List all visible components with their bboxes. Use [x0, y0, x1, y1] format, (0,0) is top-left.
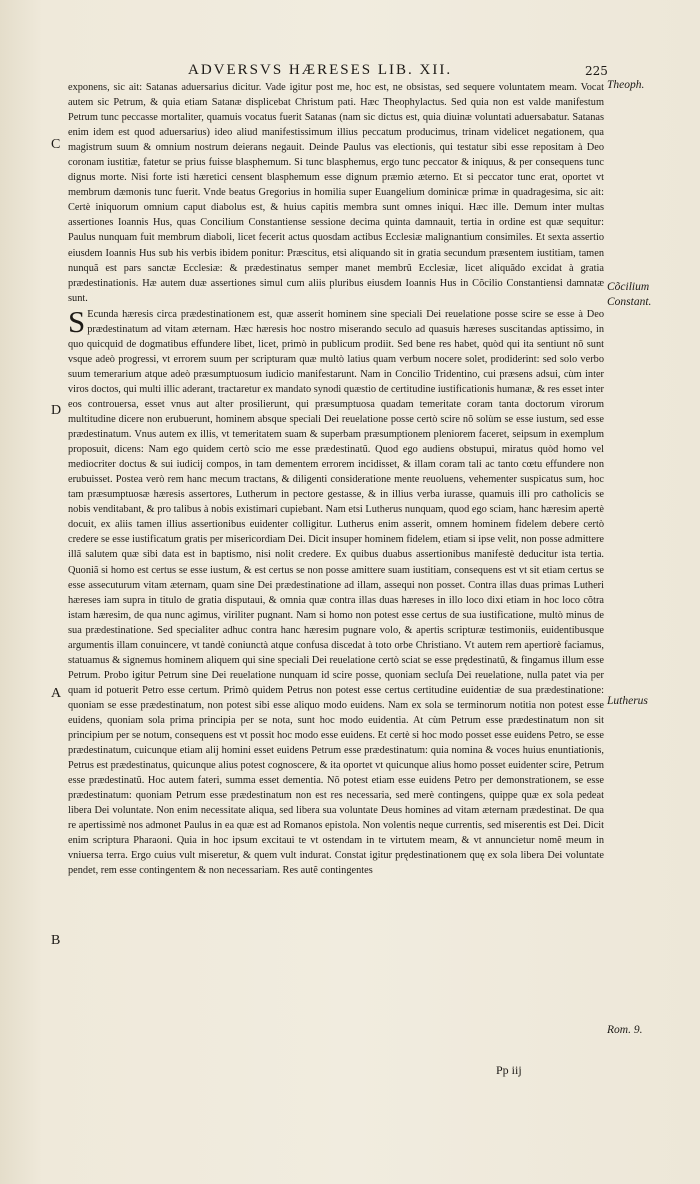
main-text [68, 80, 604, 878]
running-head: ADVERSVS HÆRESES LIB. XII. [188, 62, 453, 78]
section-letter-c: C [51, 137, 61, 152]
margin-note-concilium: Cõcilium Constant. [607, 281, 652, 308]
paragraph-1: exponens, sic ait: Satanas aduersarius dicitur. Vade igitur post me, hoc est, ne obsistas, sed sequere voluntatem meam. Vocat autem sic Petrum, & quia etiam Satanæ displicebat Christum pati. Hæc Theophylactus. Sed quia non est valde manifestum Petrum tunc peccasse mortaliter, quamuis vocatus fuerit Satanas (nam sic dictus est, quia diuinæ voluntati aduersabatur. Satanas enim idem est quod aduersarius) ideo aliud manifestissimum illius peccatum producimus, trinam videlicet negationem, qua magistrum suum & omnium nostrum deierans negauit. Deinde Paulus vas electionis, qui testatur sibi esse repositam à Deo coronam iustitiæ, fatetur se prius fuisse blasphemum. Si tunc blasphemus, ergo tunc peccator & iniquus, & per consequens tunc dignus morte. Nisi forte isti hæretici censent blasphemum esse dignum præmio æterno. Et si peccator tunc erat, oportet vt membrum dæmonis tunc fuerit. Vnde beatus Gregorius in homilia super Euangelium dominicæ primæ in quadragesima, sic ait: Certè iniquorum omnium caput diabolus est, & huius capitis membra sunt omnes iniqui. Hæc ille. Demum inter multas assertiones Ioannis Hus, quas Concilium Constantiense sessione decima quinta damnauit, tertia in ordine est quæ sequitur: Paulus nunquam fuit membrum diaboli, licet fecerit actus quosdam actibus Ecclesiæ malignantium consimiles. Et sexta assertio eiusdem Ioannis Hus sub his verbis ibidem ponitur: Præscitus, etsi aliquando sit in gratia secundum præsentem iustitiam, tamen nunquã est pars sanctæ Ecclesiæ: & prædestinatus semper manet membrũ Ecclesiæ, licet aliquãdo excidat à gratia prædestinationis. Hæ autem duæ assertiones simul cum aliis pluribus eiusdem Ioannis Hus in Cõcilio Constantiensi damnatæ sunt. [68, 82, 604, 304]
margin-note-rom: Rom. 9. [607, 1024, 643, 1036]
margin-note-lutherus: Lutherus [607, 695, 648, 707]
section-letter-a: A [51, 686, 62, 701]
section-letter-b: B [51, 933, 61, 948]
paragraph-2 [68, 303, 604, 879]
paragraph-2-text: Ecunda hæresis circa prædestinationem est, quæ asserit hominem sine speciali Dei reuelatione posse scire se esse à Deo prædestinatum ad vitam æternam. Hæc hæresis hoc nostro miserando seculo ad quasuis hæreses suscitandas aptissimo, in quo quicquid de dogmatibus effundere libet, licet, primò in publicum prodiit. Sed bene res habet, quòd qui ita sentiunt nõ sunt vsque adeò progressi, vt errorem suum per scripturam quæ multò latius quam verbum nocere solet, prodiderint: sed solo verbo suum temerarium atque adeò præsumptuosum iudicio manifestarunt. Nam in Concilio Tridentino, cui præsens adsui, cùm inter viros doctos, qui multi illic aderant, tractaretur ex mandato synodi quæstio de certitudine iustificationis humanæ, & res esset inter eos controuersa, esset vnus aut alter prosilierunt, qui præsumptuosa quadam temeritate coram tanta doctorum virorum multitudine dicere non erubuerunt, hominem absque speciali Dei reuelatione posse certò scire nõ solùm se esse iustum, sed esse prædestinatum. Vnus autem ex illis, vt temeritatem suam & superbam præsumptionem pleniorem faceret, seipsum in exemplum proposuit, dicens: Nam ego quidem certò scio me esse prædestinatũ. Quod ego audiens obstupui, miratus quòd homo vel mediocriter doctus & sui iudicij compos, in tam dementem errorem incidisset, & illam coram tali ac tanto cœtu effundere non erubuisset. Postea verò rem hanc mecum tractans, & diligenti consideratione mente reuoluens, vehementer suspicatus sum, hoc tam præsumptuosæ hæresis assertores, Lutherum in pectore gestasse, & in illius verba iurasse, quamuis illi pro catholicis se nobis venditabant, & pro talibus à nobis existimari cupiebant. Nam etsi Lutherus nunquam, quod ego sciam, hanc hæresim apertè docuit, ex aliis tamen illius assertionibus euidenter colligitur. Lutherus enim asserit, omnem hominem fidelem debere certò credere se esse iustificatum gratis per misericordiam Dei. Dicit insuper hominem fidelem, etiam si ipse velit, non posse admittere illã salutem quæ sibi data est in baptismo, nisi nolit credere. Ex quibus duabus assertionibus manifestè deducitur ista tertia. Quoniã si homo est certus se esse iustum, & est certus se non posse amittere suam iustitiam, consequens est vt sit etiam certus se esse assecuturum vitam æternam, quam sine Dei prædestinatione ad illam, assequi non posset. Contra illas duas primas Lutheri hæreses iam supra in titulo de gratia disputaui, & omnia quæ contra illas duas hæreses in illo loco dixi etiam in hoc loco cõtra istam hæresim, de qua nunc agimus, viriliter pugnant. Nam si homo non potest esse certus de sua iustificatione, multò minus de sua prædestinatione. Sed specialiter adhuc contra hanc hæresim pugnare volo, & apertis scripturæ testimoniis, euidentibusque argumentis illam conuincere, vt tandè coniunctà atque confusa discedat à toto orbe Christiano. Vt autem rem apertiorè faciamus, statuamus & signemus hominem aliquem qui sine speciali Dei reuelatione certò sciat se esse prędestinatũ, & fingamus illum esse Petrum. Probo igitur Petrum sine Dei reuelatione nunquam id scire posse, quoniam secluſa Dei reuelatione, nulla patet via per quam id potuerit Petro esse certum. Primò quidem Petrus non potest esse certus certitudine euidentiæ de sua prædestinatione: quoniam se esse prædestinatum, non potest sibi esse aliquo modo euidens. Nam ex sola se terminorum notitia non potest esse euidens, quoniam sola prima principia per se nota, sunt hoc modo euidentia. At cùm Petrum esse prædestinatum non sit principium per se notum, consequens est vt possit hoc modo esse euidens. Et certè si hoc modo posset esse euidens Petro, se esse prædestinatum, cuicunque etiam alij homini esset euidens Petrum esse prædestinatum: quia nomina & voces huius enuntiationis, Petrus est prædestinatus, quicunque alius potest cognoscere, & ita oportet vt quicunque alius homo posset euidenter scire, Petrum esse prædestinatũ. Hoc autem fateri, summa esset dementia. Nõ potest etiam esse euidens Petro per demonstrationem, se esse prædestinatum: quoniam Petrum esse prædestinatum non est res necessaria, sed merè contingens, quippe quæ ex sola pedeat libera Dei voluntate. Non enim necessitate aliqua, sed libera sua voluntate Deus homines ad vitam æternam prædestinat. De qua re apertissimè nos admonet Paulus in ea quæ est ad Romanos epistola. Non volentis neque currentis, sed miserentis est Dei. Dicit enim scriptura Pharaoni. Quia in hoc ipsum excitaui te vt ostendam in te virtutem meam, & vt annuncietur nomẽ meum in vniuersa terra. Ergo cuius vult miseretur, & quem vult indurat. Constat igitur prędestinationem quę ex sola libera Dei voluntate pendet, rem esse contingentem & non necessariam. Res autẽ contingentes [68, 308, 604, 877]
margin-note-theoph: Theoph. [607, 79, 645, 91]
drop-cap: S [68, 303, 86, 339]
page-number: 225 [585, 64, 608, 78]
section-letter-d: D [51, 403, 62, 418]
signature-mark: Pp iij [496, 1063, 522, 1077]
page-header [0, 62, 700, 82]
